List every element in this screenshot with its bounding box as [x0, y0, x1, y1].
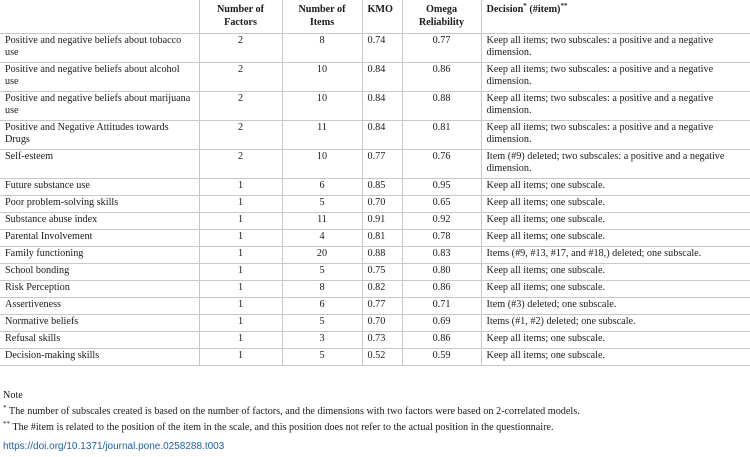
row-omega: 0.81 [402, 120, 481, 149]
row-items: 11 [282, 120, 362, 149]
table-notes [3, 388, 580, 436]
row-decision: Keep all items; one subscale. [486, 196, 606, 208]
row-decision: Keep all items; one subscale. [486, 230, 606, 242]
row-name: Positive and negative beliefs about marijuana use [0, 91, 199, 120]
row-items: 5 [282, 195, 362, 212]
row-omega: 0.92 [402, 212, 481, 229]
row-name: Decision-making skills [0, 348, 199, 365]
header-number-of-items: Number of Items [282, 0, 362, 33]
row-items: 10 [282, 91, 362, 120]
row-omega: 0.86 [402, 62, 481, 91]
row-items: 5 [282, 348, 362, 365]
table-row [0, 212, 750, 229]
row-factors: 2 [199, 62, 282, 91]
row-name: Substance abuse index [0, 212, 199, 229]
row-items: 3 [282, 331, 362, 348]
row-items: 5 [282, 263, 362, 280]
row-factors: 2 [199, 120, 282, 149]
row-decision: Keep all items; two subscales: a positive and a negative dimension. [486, 63, 714, 87]
table-header [0, 0, 750, 33]
row-items: 10 [282, 149, 362, 178]
table-row [0, 229, 750, 246]
row-factors: 1 [199, 331, 282, 348]
row-factors: 1 [199, 195, 282, 212]
header-decision-item: (#item) [526, 4, 561, 15]
row-omega: 0.88 [402, 91, 481, 120]
row-decision: Keep all items; two subscales: a positive and a negative dimension. [486, 92, 714, 116]
row-decision: Item (#9) deleted; two subscales: a positive and a negative dimension. [486, 150, 725, 174]
row-decision: Keep all items; one subscale. [486, 332, 606, 344]
row-kmo: 0.84 [362, 120, 402, 149]
row-name: Family functioning [0, 246, 199, 263]
row-name: Risk Perception [0, 280, 199, 297]
row-factors: 1 [199, 348, 282, 365]
table-row [0, 280, 750, 297]
note-2-text: The #item is related to the position of the item in the scale, and this position does not refer to the actual position in the questionnaire. [10, 422, 554, 433]
header-decision-label: Decision [486, 4, 524, 15]
row-name: School bonding [0, 263, 199, 280]
row-omega: 0.77 [402, 33, 481, 62]
row-decision: Keep all items; one subscale. [486, 213, 606, 225]
row-name: Positive and negative beliefs about alcohol use [0, 62, 199, 91]
row-factors: 1 [199, 297, 282, 314]
row-name: Assertiveness [0, 297, 199, 314]
row-decision: Items (#1, #2) deleted; one subscale. [486, 315, 636, 327]
row-kmo: 0.81 [362, 229, 402, 246]
row-factors: 1 [199, 314, 282, 331]
row-factors: 2 [199, 91, 282, 120]
note-2 [3, 420, 580, 436]
row-omega: 0.86 [402, 280, 481, 297]
table-row [0, 195, 750, 212]
row-name: Normative beliefs [0, 314, 199, 331]
header-number-of-factors: Number of Factors [199, 0, 282, 33]
row-kmo: 0.91 [362, 212, 402, 229]
row-name: Parental Involvement [0, 229, 199, 246]
row-kmo: 0.70 [362, 195, 402, 212]
row-omega: 0.80 [402, 263, 481, 280]
header-scale [0, 0, 199, 33]
row-omega: 0.78 [402, 229, 481, 246]
row-items: 6 [282, 178, 362, 195]
row-kmo: 0.77 [362, 297, 402, 314]
table-row [0, 331, 750, 348]
row-omega: 0.95 [402, 178, 481, 195]
row-kmo: 0.70 [362, 314, 402, 331]
note-2-mark: ** [3, 420, 10, 428]
row-factors: 1 [199, 212, 282, 229]
header-omega-reliability: Omega Reliability [402, 0, 481, 33]
row-omega: 0.69 [402, 314, 481, 331]
row-factors: 2 [199, 33, 282, 62]
note-1-text: The number of subscales created is based on the number of factors, and the dimensions with two factors were based on 2-correlated models. [6, 406, 580, 417]
row-omega: 0.65 [402, 195, 481, 212]
row-kmo: 0.84 [362, 62, 402, 91]
doi-link[interactable]: https://doi.org/10.1371/journal.pone.0258288.t003 [3, 441, 225, 452]
row-items: 20 [282, 246, 362, 263]
row-omega: 0.86 [402, 331, 481, 348]
table-row [0, 149, 750, 178]
header-decision [481, 0, 750, 33]
header-decision-sup2: ** [560, 2, 568, 10]
row-kmo: 0.73 [362, 331, 402, 348]
row-factors: 1 [199, 246, 282, 263]
row-decision: Keep all items; two subscales: a positive and a negative dimension. [486, 121, 714, 145]
note-1 [3, 404, 580, 420]
table-row [0, 314, 750, 331]
row-name: Future substance use [0, 178, 199, 195]
row-kmo: 0.82 [362, 280, 402, 297]
table-row [0, 120, 750, 149]
table-row [0, 62, 750, 91]
row-decision: Keep all items; one subscale. [486, 179, 606, 191]
row-omega: 0.76 [402, 149, 481, 178]
row-omega: 0.83 [402, 246, 481, 263]
row-decision: Keep all items; one subscale. [486, 281, 606, 293]
row-items: 10 [282, 62, 362, 91]
row-decision: Items (#9, #13, #17, and #18,) deleted; one subscale. [486, 247, 702, 259]
row-items: 11 [282, 212, 362, 229]
row-factors: 1 [199, 229, 282, 246]
header-decision-sup1: * [523, 2, 527, 10]
row-omega: 0.71 [402, 297, 481, 314]
row-kmo: 0.88 [362, 246, 402, 263]
row-items: 8 [282, 33, 362, 62]
row-items: 4 [282, 229, 362, 246]
row-factors: 2 [199, 149, 282, 178]
row-factors: 1 [199, 178, 282, 195]
note-1-mark: * [3, 404, 7, 412]
row-items: 5 [282, 314, 362, 331]
row-name: Self-esteem [0, 149, 199, 178]
row-omega: 0.59 [402, 348, 481, 365]
row-decision: Keep all items; one subscale. [486, 264, 606, 276]
table-row [0, 348, 750, 365]
table-row [0, 33, 750, 62]
header-kmo: KMO [362, 0, 402, 33]
table-row [0, 246, 750, 263]
row-kmo: 0.52 [362, 348, 402, 365]
row-factors: 1 [199, 280, 282, 297]
row-kmo: 0.77 [362, 149, 402, 178]
note-title: Note [3, 390, 23, 401]
table-row [0, 297, 750, 314]
row-kmo: 0.74 [362, 33, 402, 62]
table-row [0, 91, 750, 120]
row-name: Refusal skills [0, 331, 199, 348]
row-factors: 1 [199, 263, 282, 280]
row-name: Poor problem-solving skills [0, 195, 199, 212]
row-kmo: 0.84 [362, 91, 402, 120]
row-decision: Keep all items; two subscales: a positive and a negative dimension. [486, 34, 714, 58]
row-items: 6 [282, 297, 362, 314]
table-row [0, 178, 750, 195]
table-body [0, 33, 750, 365]
row-name: Positive and negative beliefs about tobacco use [0, 33, 199, 62]
row-items: 8 [282, 280, 362, 297]
table-row [0, 263, 750, 280]
row-name: Positive and Negative Attitudes towards Drugs [0, 120, 199, 149]
row-kmo: 0.85 [362, 178, 402, 195]
row-decision: Keep all items; one subscale. [486, 349, 606, 361]
row-kmo: 0.75 [362, 263, 402, 280]
row-decision: Item (#3) deleted; one subscale. [486, 298, 617, 310]
